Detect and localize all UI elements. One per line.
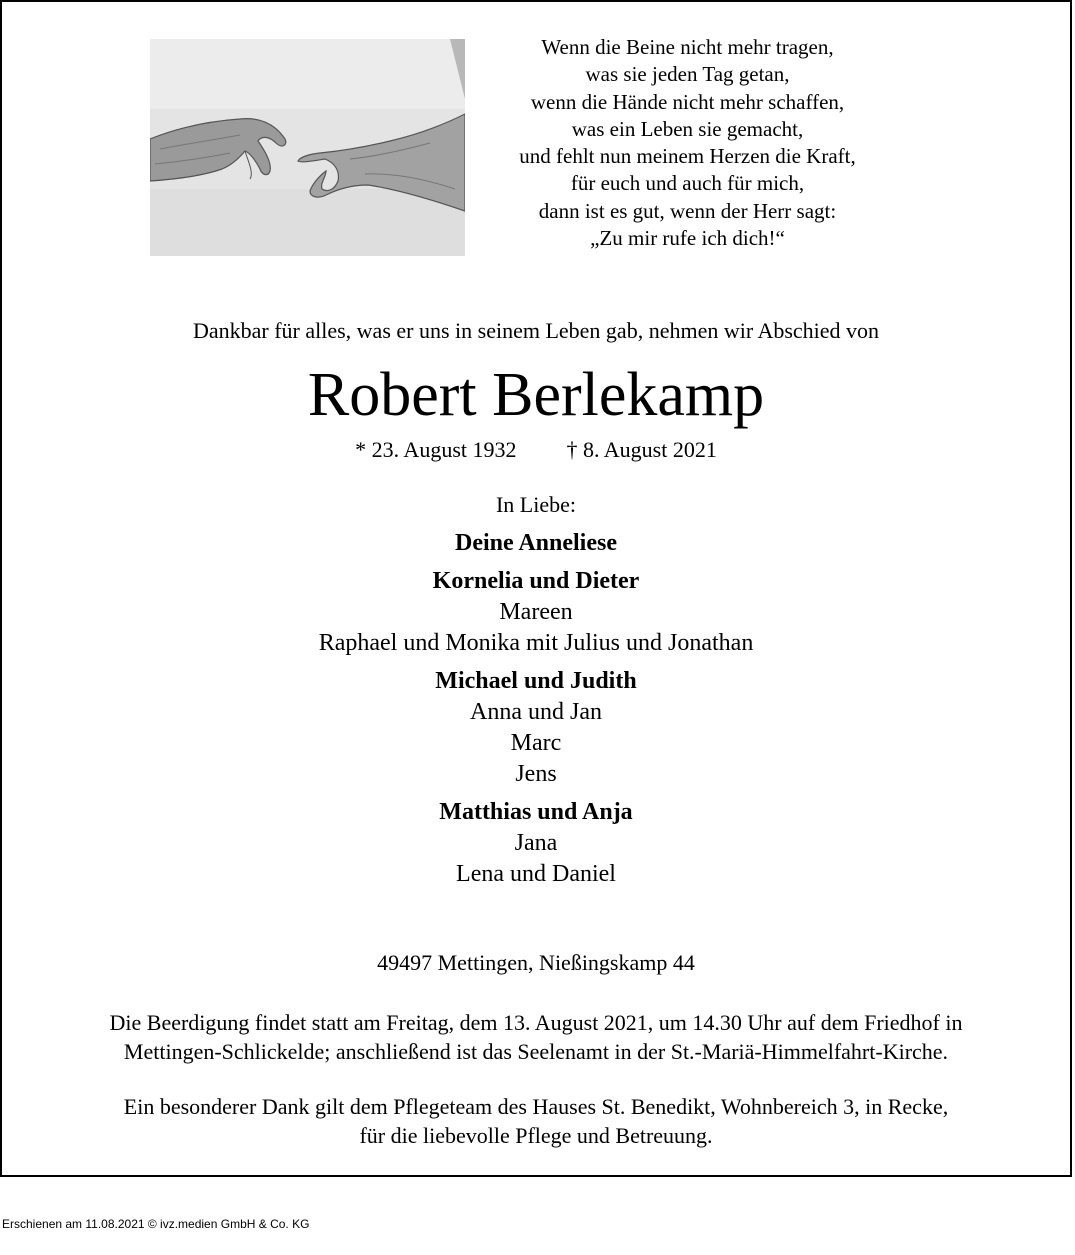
funeral-line: Die Beerdigung findet statt am Freitag, dem 13. August 2021, um 14.30 Uhr auf dem Friedhof in xyxy=(109,1010,963,1035)
family-group xyxy=(0,566,1072,659)
family-group-head: Kornelia und Dieter xyxy=(432,568,640,594)
deceased-name: Robert Berlekamp xyxy=(307,361,765,429)
birth-date: * 23. August 1932 xyxy=(355,437,517,462)
family-list xyxy=(0,528,1072,897)
family-group-head: Deine Anneliese xyxy=(455,530,617,556)
life-dates xyxy=(0,437,1072,463)
poem-line: „Zu mir rufe ich dich!“ xyxy=(590,226,785,251)
funeral-line: Mettingen-Schlickelde; anschließend ist das Seelenamt in der St.-Mariä-Himmelfahrt-Kirche. xyxy=(123,1039,949,1064)
family-group xyxy=(0,666,1072,790)
family-member: Jana xyxy=(514,830,558,856)
family-group-head: Matthias und Anja xyxy=(439,799,633,825)
thanks-line: für die liebevolle Pflege und Betreuung. xyxy=(359,1123,713,1148)
poem-line: was sie jeden Tag getan, xyxy=(585,62,790,87)
poem-line: dann ist es gut, wenn der Herr sagt: xyxy=(538,198,837,223)
publication-footer: Erschienen am 11.08.2021 © ivz.medien GmbH & Co. KG xyxy=(2,1217,310,1231)
family-member: Anna und Jan xyxy=(470,699,602,725)
family-group xyxy=(0,797,1072,890)
family-group xyxy=(0,528,1072,559)
family-member: Lena und Daniel xyxy=(456,861,616,887)
funeral-notice xyxy=(0,1008,1072,1066)
in-love-label: In Liebe: xyxy=(495,492,577,517)
poem-line: Wenn die Beine nicht mehr tragen, xyxy=(541,35,834,59)
thanks-notice xyxy=(0,1092,1072,1150)
family-member: Marc xyxy=(510,730,562,756)
poem-line: für euch und auch für mich, xyxy=(570,171,805,196)
family-member: Raphael und Monika mit Julius und Jonathan xyxy=(318,630,754,656)
family-member: Mareen xyxy=(499,599,573,625)
family-member: Jens xyxy=(515,761,557,787)
poem-line: wenn die Hände nicht mehr schaffen, xyxy=(530,89,845,114)
thanks-line: Ein besonderer Dank gilt dem Pflegeteam des Hauses St. Benedikt, Wohnbereich 3, in Recke, xyxy=(123,1094,949,1119)
death-date: † 8. August 2021 xyxy=(566,437,717,462)
poem xyxy=(490,34,885,252)
hands-reaching-image xyxy=(150,39,465,256)
mourning-address: 49497 Mettingen, Nießingskamp 44 xyxy=(377,950,695,975)
poem-line: was ein Leben sie gemacht, xyxy=(571,116,804,141)
farewell-intro: Dankbar für alles, was er uns in seinem Leben gab, nehmen wir Abschied von xyxy=(192,318,880,343)
family-group-head: Michael und Judith xyxy=(435,668,637,694)
poem-line: und fehlt nun meinem Herzen die Kraft, xyxy=(519,144,856,169)
